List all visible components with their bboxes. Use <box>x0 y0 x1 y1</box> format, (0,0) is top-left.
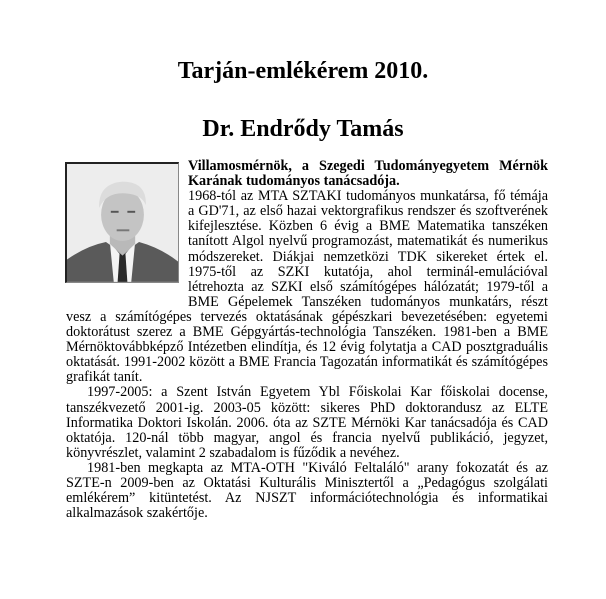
biography-paragraph-1: 1968-tól az MTA SZTAKI tudományos munkatársa, fő témája a GD'71, az első hazai vektorgrafikus rendszer és szoftverének kifejlesztése. Közben 6 évig a BME Matematika tanszéken tanított Algol nyelvű programozást, matematikát és numerikus módszereket. Diákjai nemzetközi TDK sikereket értek el. 1975-től az SZKI kutatója, ahol terminál-emulációval létrehozta az SZKI első számítógépes hálózatát; 1979-től a BME Gépelemek Tanszéken tudományos munkatárs, részt vesz a számítógépes tervezés oktatásának gépészkari bevezetésében: egyetemi doktorátust szerez a BME Gépgyártás-technológia Tanszéken. 1981-ben a BME Mérnöktovábbképző Intézetben elindítja, és 12 évig folytatja a CAD posztgraduális oktatását. 1991-2002 között a BME Francia Tagozatán informatikát és számítógépes grafikát tanít. <box>66 188 548 386</box>
award-title: Tarján-emlékérem 2010. <box>177 58 429 84</box>
biography-paragraph-3: 1981-ben megkapta az MTA-OTH "Kiváló Feltaláló" arany fokozatát és az SZTE-n 2009-ben az Oktatási Kulturális Minisztertől a „Pedagógus szolgálati emlékérem” kitüntetést. Az NJSZT információtechnológia és informatikai alkalmazások szakértője. <box>66 459 548 522</box>
biography-paragraph-2: 1997-2005: a Szent István Egyetem Ybl Főiskolai Kar főiskolai docense, tanszékvezető 2001-ig. 2003-05 között: sikeres PhD doktorandusz az ELTE Informatika Doktori Iskolán. 2006. óta az SZTE Mérnöki Kar tanácsadója és CAD oktatója. 120-nál több magyar, angol és francia nyelvű publikáció, jegyzet, könyvrészlet, valamint 2 szabadalom is fűződik a nevéhez. <box>66 384 548 461</box>
lead-sentence: Villamosmérnök, a Szegedi Tudományegyetem Mérnök Karának tudományos tanácsadója. <box>188 158 548 190</box>
recipient-name: Dr. Endrődy Tamás <box>202 116 404 142</box>
biography-text <box>66 159 548 521</box>
